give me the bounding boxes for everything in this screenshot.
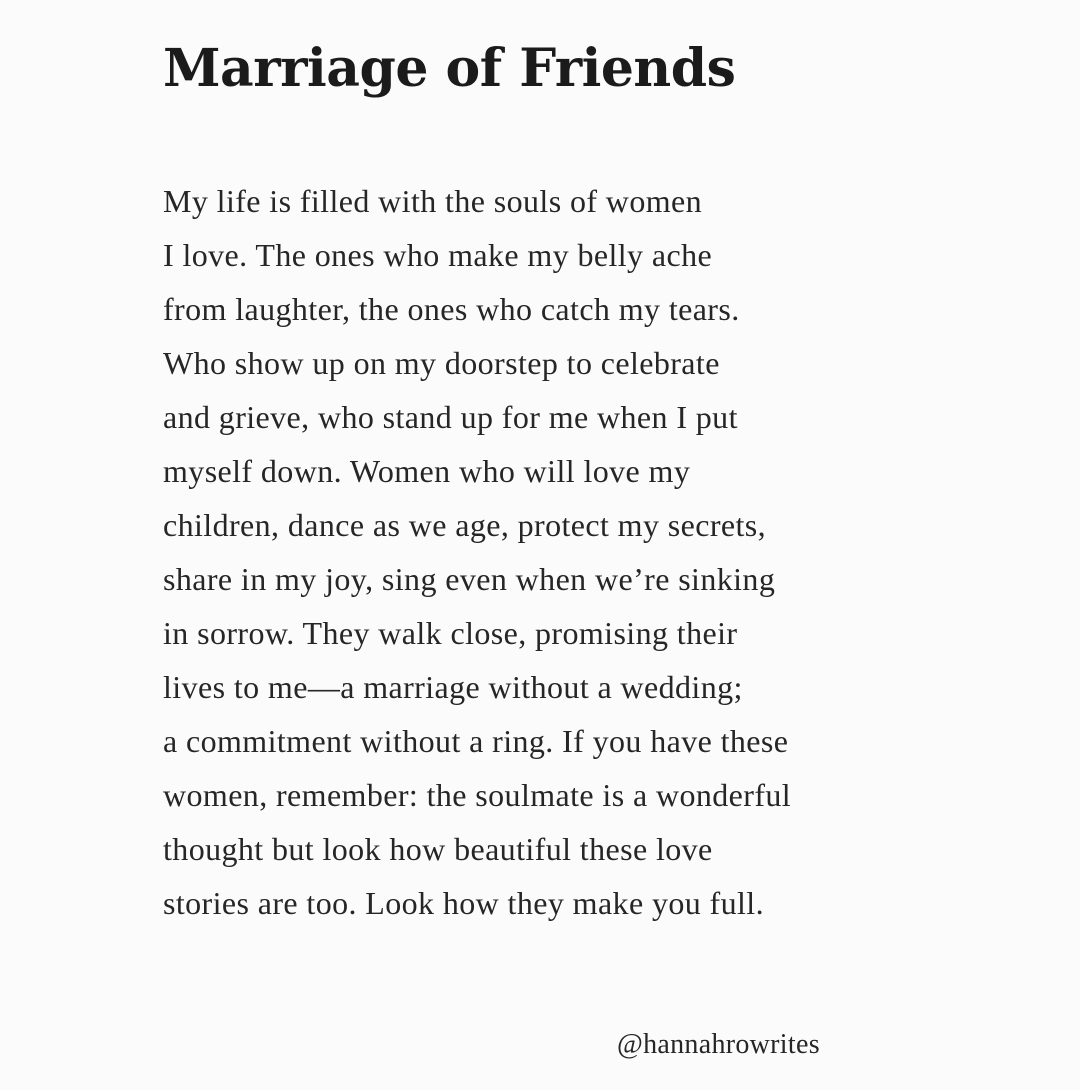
- poem-line: women, remember: the soulmate is a wonderful: [163, 777, 792, 813]
- poem-line: children, dance as we age, protect my secrets,: [163, 507, 767, 543]
- poem-line: and grieve, who stand up for me when I put: [163, 399, 738, 435]
- poem-line: thought but look how beautiful these love: [163, 831, 713, 867]
- poem-line: Who show up on my doorstep to celebrate: [163, 345, 720, 381]
- poem-line: stories are too. Look how they make you full.: [163, 885, 764, 921]
- poem-title: Marriage of Friends: [163, 38, 736, 99]
- poem-line: in sorrow. They walk close, promising their: [163, 615, 738, 651]
- poem-line: myself down. Women who will love my: [163, 453, 691, 489]
- poem-line: I love. The ones who make my belly ache: [163, 237, 713, 273]
- poem-line: a commitment without a ring. If you have these: [163, 723, 789, 759]
- poem-line: My life is filled with the souls of women: [163, 183, 703, 219]
- poem-line: share in my joy, sing even when we’re sinking: [163, 561, 776, 597]
- poem-line: lives to me—a marriage without a wedding;: [163, 669, 743, 705]
- poem-line: from laughter, the ones who catch my tears.: [163, 291, 740, 327]
- author-handle: @hannahrowrites: [617, 1029, 820, 1060]
- poem-body: [163, 174, 1023, 930]
